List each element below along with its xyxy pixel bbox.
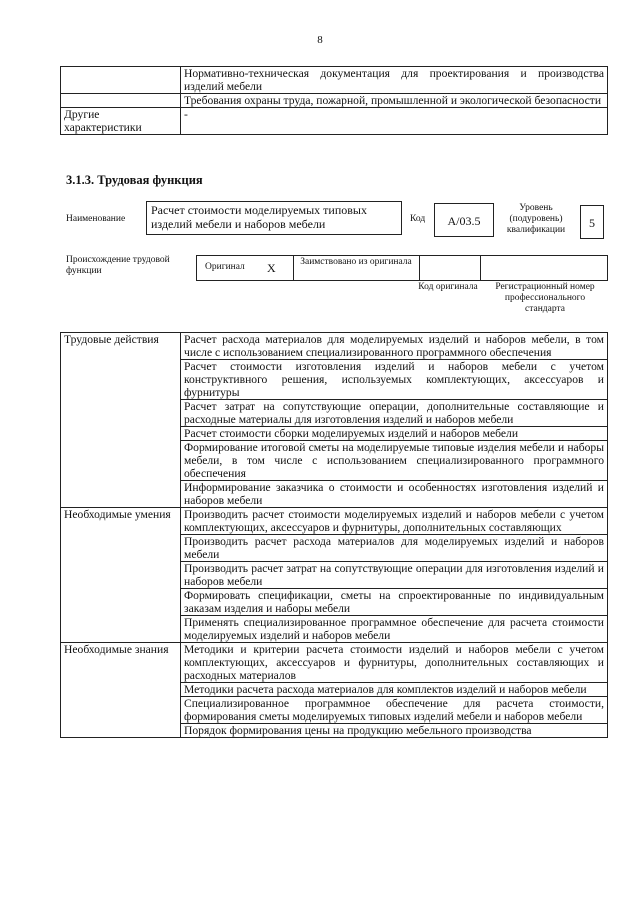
main-table — [60, 332, 608, 738]
function-name: Расчет стоимости моделируемых типовых изделий мебели и наборов мебели — [146, 201, 402, 235]
code-caption: Код оригинала — [418, 282, 478, 292]
item: Формировать спецификации, сметы на спроектированные по индивидуальным заказам изделия и наборы мебели — [181, 589, 608, 616]
page-number: 8 — [317, 34, 323, 46]
row-text: - — [181, 108, 608, 135]
origin-label: Происхождение трудовой функции — [66, 255, 170, 276]
item: Расчет стоимости сборки моделируемых изделий и наборов мебели — [181, 427, 608, 441]
table-row — [61, 108, 608, 135]
item: Производить расчет затрат на сопутствующие операции для изготовления изделий и наборов мебели — [181, 562, 608, 589]
item: Производить расчет расхода материалов для моделируемых изделий и наборов мебели — [181, 535, 608, 562]
level-label: Уровень (подуровень) квалификации — [506, 203, 566, 235]
borrowed-label: Заимствовано из оригинала — [300, 257, 412, 267]
reg-caption: Регистрационный номер профессионального стандарта — [495, 282, 595, 314]
group-label: Необходимые знания — [61, 643, 181, 738]
item: Расчет стоимости изготовления изделий и наборов мебели с учетом конструктивного решения, используемых комплектующих, аксессуаров и фурнитуры — [181, 360, 608, 400]
level-value: 5 — [580, 205, 604, 239]
table-row — [61, 333, 608, 360]
top-table — [60, 66, 608, 135]
divider — [480, 256, 481, 280]
group-label: Необходимые умения — [61, 508, 181, 643]
function-code: А/03.5 — [434, 203, 494, 237]
item: Расчет затрат на сопутствующие операции, дополнительные составляющие и расходные материалы для изготовления изделий и наборов мебели — [181, 400, 608, 427]
row-text: Нормативно-техническая документация для проектирования и производства изделий мебели — [181, 67, 608, 94]
original-mark: X — [267, 261, 276, 275]
table-row — [61, 67, 608, 94]
divider — [419, 256, 420, 280]
item: Методики и критерии расчета стоимости изделий и наборов мебели с учетом комплектующих, аксессуаров и фурнитуры, дополнительных составляющих и расходных материалов — [181, 643, 608, 683]
divider — [293, 256, 294, 280]
item: Методики расчета расхода материалов для комплектов изделий и наборов мебели — [181, 683, 608, 697]
name-label: Наименование — [66, 214, 126, 224]
code-label: Код — [410, 214, 426, 224]
item: Расчет расхода материалов для моделируемых изделий и наборов мебели, в том числе с использованием специализированного программного обеспечения — [181, 333, 608, 360]
table-row — [61, 643, 608, 683]
item: Информирование заказчика о стоимости и особенностях изготовления изделий и наборов мебели — [181, 481, 608, 508]
row-label — [61, 67, 181, 94]
origin-box — [196, 255, 608, 281]
item: Применять специализированное программное обеспечение для расчета стоимости моделируемых изделий и наборов мебели — [181, 616, 608, 643]
item: Формирование итоговой сметы на моделируемые типовые изделия мебели и наборы мебели, в том числе с использованием специализированного программного обеспечения — [181, 441, 608, 481]
table-row — [61, 94, 608, 108]
row-label — [61, 94, 181, 108]
item: Производить расчет стоимости моделируемых изделий и наборов мебели с учетом комплектующих, аксессуаров и фурнитуры, дополнительных составляющих — [181, 508, 608, 535]
item: Порядок формирования цены на продукцию мебельного производства — [181, 724, 608, 738]
row-text: Требования охраны труда, пожарной, промышленной и экологической безопасности — [181, 94, 608, 108]
group-label: Трудовые действия — [61, 333, 181, 508]
item: Специализированное программное обеспечение для расчета стоимости, формирования сметы моделируемых типовых изделий мебели и наборов мебели — [181, 697, 608, 724]
table-row — [61, 508, 608, 535]
original-label: Оригинал — [205, 262, 245, 272]
section-title: 3.1.3. Трудовая функция — [66, 173, 203, 187]
row-label: Другие характеристики — [61, 108, 181, 135]
